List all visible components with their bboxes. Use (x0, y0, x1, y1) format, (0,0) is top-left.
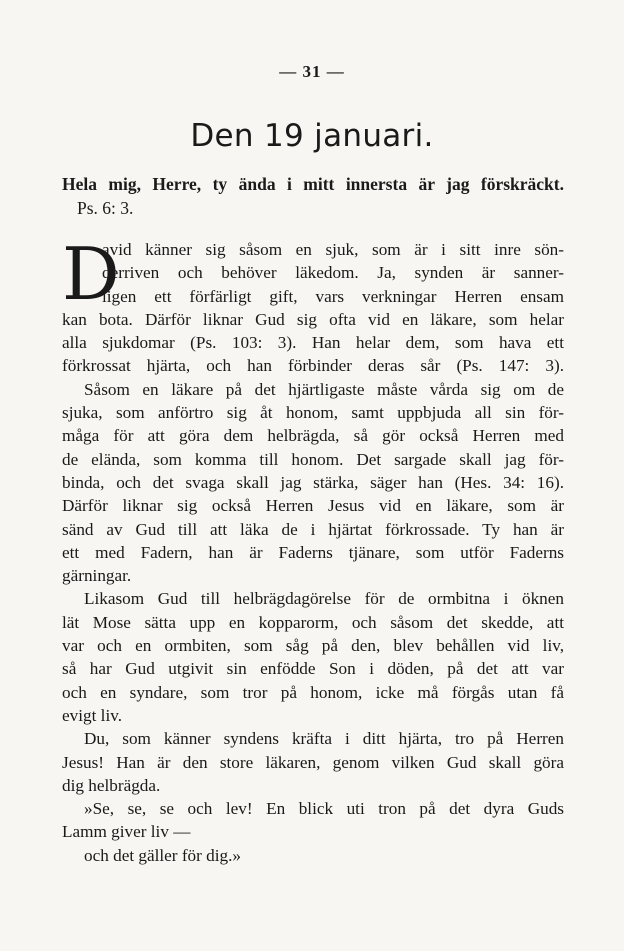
text-line: lät Mose sätta upp en kopparorm, och såsom det skedde, att (62, 612, 564, 632)
text-line: evigt liv. (62, 705, 122, 725)
text-line: kan bota. Därför liknar Gud sig ofta vid en läkare, som helar (62, 309, 564, 329)
text-line: Såsom en läkare på det hjärtligaste måste vårda sig om de (84, 379, 564, 399)
text-line: sjuka, som anförtro sig åt honom, samt uppbjuda all sin för- (62, 403, 564, 423)
text-line: Därför liknar sig också Herren Jesus vid en läkare, som är (62, 496, 564, 516)
text-line: »Se, se, se och lev! En blick uti tron på det dyra Guds (84, 799, 564, 819)
text-line: och det gäller för dig.» (84, 845, 242, 865)
text-line: de elända, som komma till honom. Det sargade skall jag för- (62, 449, 564, 469)
text-line: alla sjukdomar (Ps. 103: 3). Han helar dem, som hava ett (62, 333, 564, 353)
page-number: — 31 — (279, 62, 345, 81)
text-line: måga för att göra dem helbrägda, så gör också Herren med (62, 426, 564, 446)
text-line: och en syndare, som tror på honom, icke må förgås utan få (62, 682, 564, 702)
text-line: Lamm giver liv — (62, 822, 191, 842)
epigraph (62, 172, 564, 220)
text-line: sänd av Gud till att läka de i hjärtat förkrossade. Ty han är (62, 519, 564, 539)
drop-cap: D (62, 232, 120, 316)
text-line: ett med Fadern, han är Faderns tjänare, som utför Faderns (62, 542, 564, 562)
epigraph-text: Hela mig, Herre, ty ända i mitt innersta är jag förskräckt. (62, 174, 564, 194)
text-lines (62, 232, 564, 867)
text-line: derriven och behöver läkedom. Ja, synden är sanner- (102, 263, 564, 283)
page-title: Den 19 januari. (190, 118, 434, 154)
text-line: Likasom Gud till helbrägdagörelse för de ormbitna i öknen (84, 589, 564, 609)
text-line: Du, som känner syndens kräfta i ditt hjärta, tro på Herren (84, 729, 564, 749)
text-line: dig helbrägda. (62, 775, 161, 795)
text-line: Jesus! Han är den store läkaren, genom vilken Gud skall göra (62, 752, 564, 772)
text-line: gärningar. (62, 566, 132, 586)
epigraph-reference: Ps. 6: 3. (77, 198, 134, 218)
text-line: binda, och det svaga skall jag stärka, säger han (Hes. 34: 16). (62, 472, 564, 492)
body-text (62, 232, 564, 867)
text-line: så har Gud utgivit sin enfödde Son i döden, på det att var (62, 659, 564, 679)
text-line: förkrossat hjärta, och han förbinder deras sår (Ps. 147: 3). (62, 356, 564, 376)
text-line: avid känner sig såsom en sjuk, som är i sitt inre sön- (102, 240, 564, 259)
text-line: ligen ett förfärligt gift, vars verkningar Herren ensam (102, 286, 564, 306)
text-line: var och en ormbiten, som såg på den, blev behållen vid liv, (62, 636, 564, 656)
